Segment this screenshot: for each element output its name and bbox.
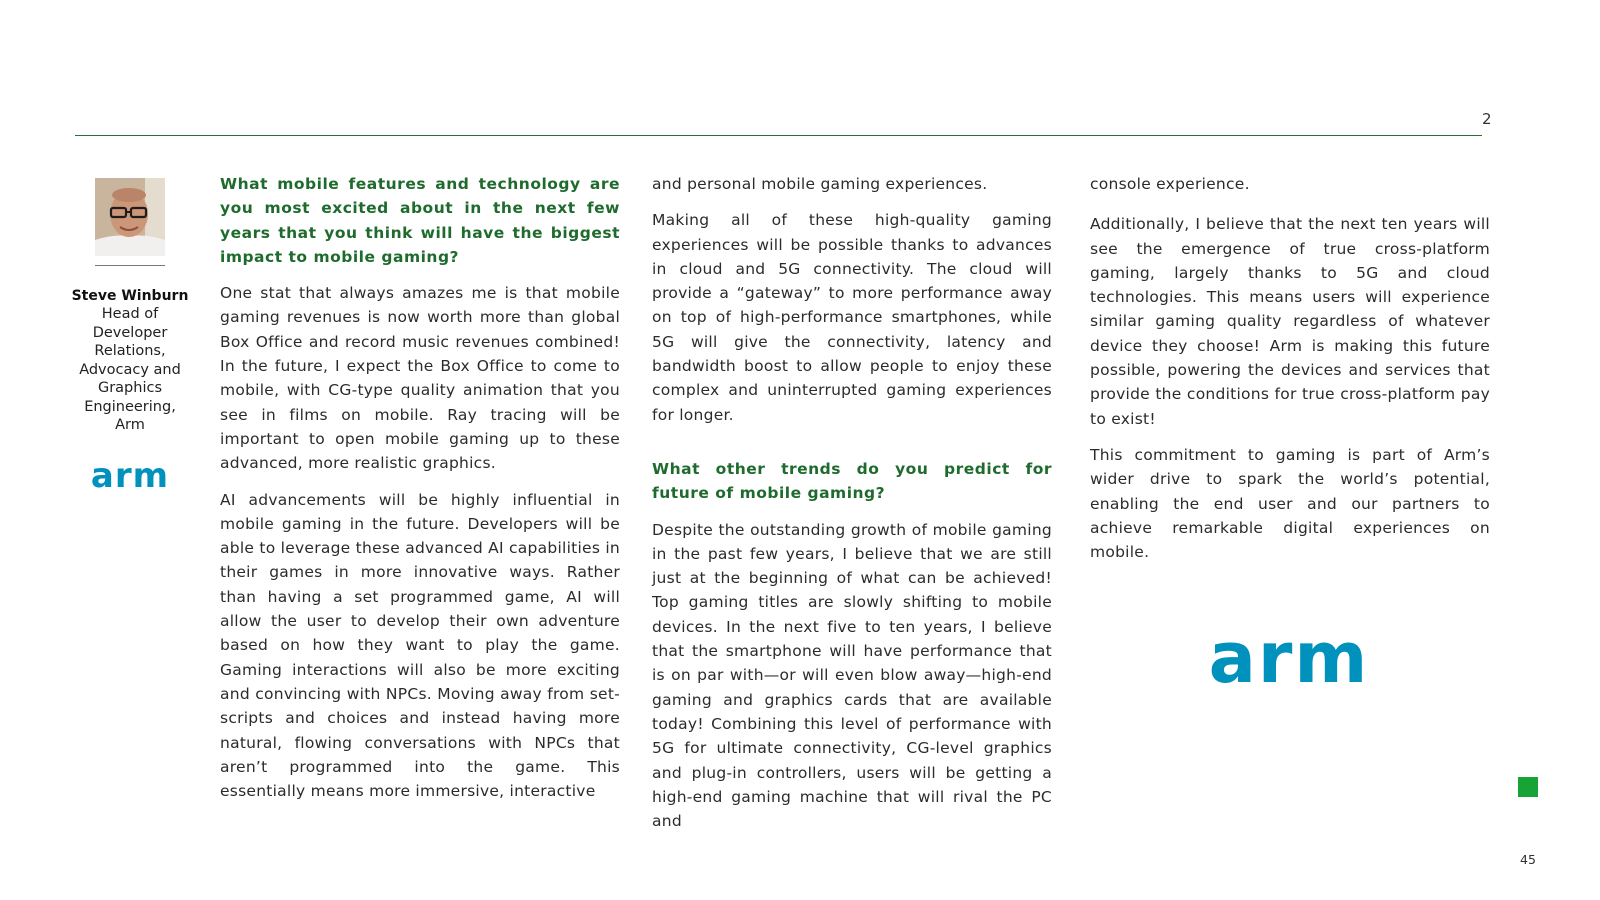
author-profile <box>70 178 190 493</box>
answer-1-paragraph-2-continued: and personal mobile gaming experiences. <box>652 175 988 193</box>
answer-2-paragraph-2: Additionally, I believe that the next ten years will see the emergence of true cross-platform gaming, largely thanks to 5G and cloud technologies. This means users will experience similar gaming quality regardless of whatever device they choose! Arm is making this future possible, powering the devices and services that provide the conditions for true cross-platform pay to exist! <box>1090 215 1490 428</box>
article-column-3 <box>1090 172 1490 576</box>
answer-1-paragraph-2: AI advancements will be highly influential in mobile gaming in the future. Developers will be able to leverage these advanced AI capabilities in their games in more innovative ways. Rather than having a set programmed game, AI will allow the user to develop their own adventure based on how they want to play the game. Gaming interactions will also be more exciting and convincing with NPCs. Moving away from set-scripts and choices and instead having more natural, flowing conversations with NPCs that aren’t programmed into the game. This essentially means more immersive, interactive <box>220 490 620 801</box>
article-column-2 <box>652 172 1052 845</box>
page-number-top: 2 <box>1482 110 1492 128</box>
person-title <box>70 305 190 435</box>
green-marker <box>1518 777 1538 797</box>
person-title-line: Engineering, <box>84 398 176 415</box>
page-number-bottom: 45 <box>1520 852 1536 867</box>
answer-2-paragraph-1: Despite the outstanding growth of mobile gaming in the past few years, I believe that we are still just at the beginning of what can be achieved! Top gaming titles are slowly shifting to mobile devices. In the next five to ten years, I believe that the smartphone will have performance that is on par with—or will even blow away—high-end gaming and graphics cards that are available today! Combining this level of performance with 5G for ultimate connectivity, CG-level graphics and plug-in controllers, users will be getting a high-end gaming machine that will rival the PC and <box>652 520 1052 831</box>
article-column-1 <box>220 172 620 815</box>
question-2: What other trends do you predict for future of mobile gaming? <box>652 459 1052 503</box>
answer-2-paragraph-1-continued: console experience. <box>1090 175 1250 193</box>
person-title-line: Arm <box>115 417 145 433</box>
arm-logo-large-text: arm <box>1208 630 1370 690</box>
person-title-line: Relations, <box>94 343 166 359</box>
arm-logo-large <box>1198 630 1380 690</box>
answer-2-paragraph-3: This commitment to gaming is part of Arm’s wider drive to spark the world’s potential, enabling the end user and our partners to achieve remarkable digital experiences on mobile. <box>1090 445 1490 562</box>
person-name: Steve Winburn <box>71 288 189 304</box>
person-photo-icon <box>95 178 165 256</box>
answer-1-paragraph-1: One stat that always amazes me is that mobile gaming revenues is now worth more than global Box Office and record music revenues combined! In the future, I expect the Box Office to come to mobile, with CG-type quality animation that you see in films on mobile. Ray tracing will be important to open mobile gaming up to these advanced, more realistic graphics. <box>220 284 620 473</box>
answer-1-paragraph-3: Making all of these high-quality gaming experiences will be possible thanks to advances in cloud and 5G connectivity. The cloud will provide a “gateway” to more performance away on top of high-performance smartphones, while 5G will give the connectivity, latency and bandwidth boost to allow people to enjoy these complex and uninterrupted gaming experiences for longer. <box>652 211 1052 424</box>
header-divider <box>75 135 1482 136</box>
person-title-line: Developer <box>92 324 168 341</box>
arm-logo-text: arm <box>90 460 170 493</box>
person-title-line: Head of <box>101 306 159 322</box>
question-1: What mobile features and technology are you most excited about in the next few years that you think will have the biggest impact to mobile gaming? <box>220 175 620 266</box>
photo-divider <box>95 265 165 266</box>
person-title-line: Advocacy and <box>79 361 181 378</box>
person-title-line: Graphics <box>97 380 163 396</box>
arm-logo-small <box>88 461 172 493</box>
